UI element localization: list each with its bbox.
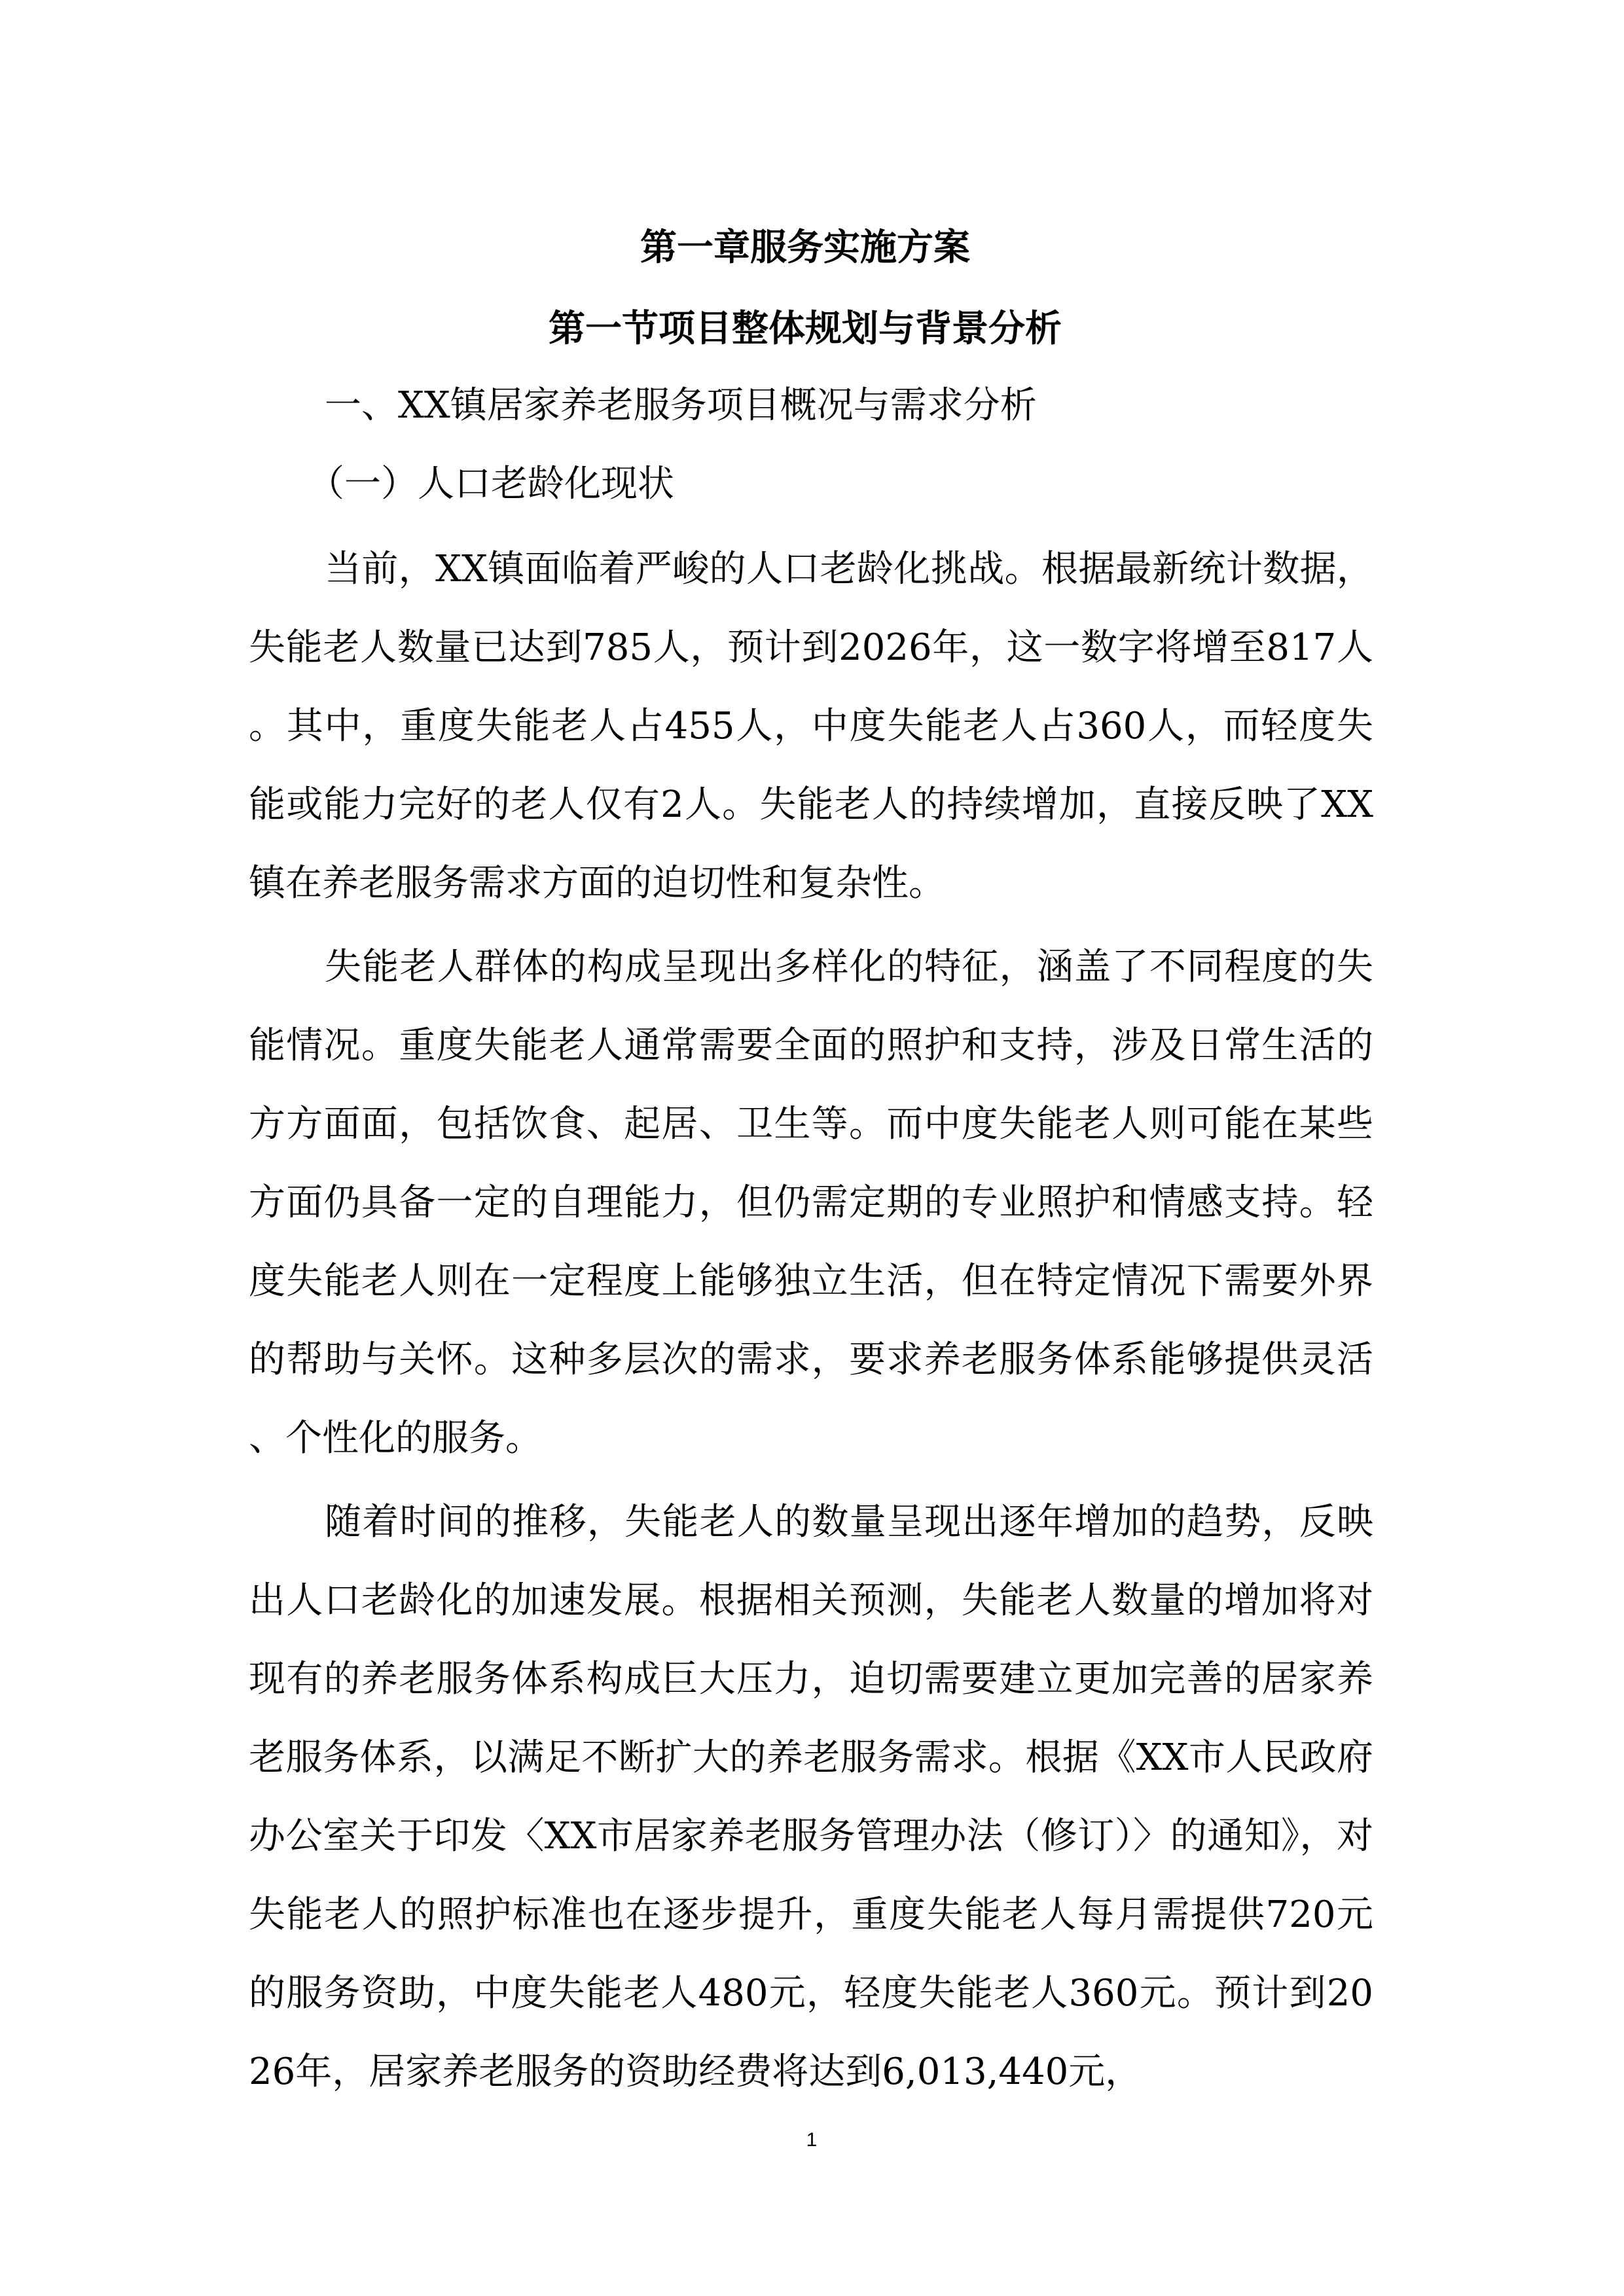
heading-level-1: 一、XX镇居家养老服务项目概况与需求分析	[325, 384, 1037, 427]
section-title: 第一节项目整体规划与背景分析	[549, 307, 1062, 350]
body-paragraph: 当前，XX镇面临着严峻的人口老龄化挑战。根据最新统计数据，失能老人数量已达到785人，预计到2026年，这一数字将增至817人。其中，重度失能老人占455人，中度失能老人占360人，而轻度失能或能力完好的老人仅有2人。失能老人的持续增加，直接反映了XX镇在养老服务需求方面的迫切性和复杂性。	[249, 548, 1373, 905]
chapter-title: 第一章服务实施方案	[640, 226, 970, 269]
heading-level-2: （一）人口老龄化现状	[308, 463, 674, 505]
body-paragraph: 失能老人群体的构成呈现出多样化的特征，涵盖了不同程度的失能情况。重度失能老人通常需要全面的照护和支持，涉及日常生活的方方面面，包括饮食、起居、卫生等。而中度失能老人则可能在某些方面仍具备一定的自理能力，但仍需定期的专业照护和情感支持。轻度失能老人则在一定程度上能够独立生活，但在特定情况下需要外界的帮助与关怀。这种多层次的需求，要求养老服务体系能够提供灵活、个性化的服务。	[249, 946, 1373, 1460]
page-number: 1	[806, 2129, 818, 2151]
body-paragraph: 随着时间的推移，失能老人的数量呈现出逐年增加的趋势，反映出人口老龄化的加速发展。根据相关预测，失能老人数量的增加将对现有的养老服务体系构成巨大压力，迫切需要建立更加完善的居家养老服务体系，以满足不断扩大的养老服务需求。根据《XX市人民政府办公室关于印发〈XX市居家养老服务管理办法（修订）〉的通知》，对失能老人的照护标准也在逐步提升，重度失能老人每月需提供720元的服务资助，中度失能老人480元，轻度失能老人360元。预计到2026年，居家养老服务的资助经费将达到6,013,440元，	[249, 1501, 1373, 2093]
